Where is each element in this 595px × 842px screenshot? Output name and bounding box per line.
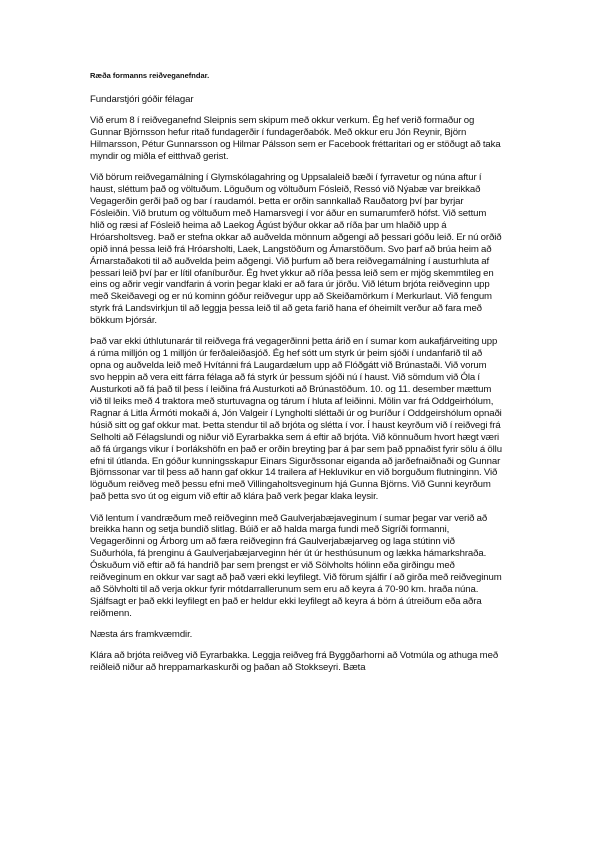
document-heading: Ræða formanns reiðveganefndar. xyxy=(90,71,210,80)
funding-paragraph: Það var ekki úthlutunarár til reiðvega frá vegagerðinni þetta árið en í sumar kom aukafjárveiting upp á rúma milljón og 1 milljón úr ferðaleiðasjóð. Ég hef sótt um styrk úr þeim sjóði í undanfarið til að opna og auðvelda leið með Hvítánni frá Laugardælum upp að Flóðgátt við Brúnastaði. Við vorum svo heppin að vera eitt fárra félaga að fá styrk úr þessum sjóði nú í haust. Við sömdum við Óla í Austurkoti að fá það til þess í leiðina frá Austurkoti að Brúnastöðum. 10. og 11. desember mættum við til leiks með 4 traktora með sturtuvagna og tárum í hluta af leiðinni. Mölin var frá Oddgeirhólum, Ragnar á Litla Ármóti mokaði á, Jón Valgeir í Lyngholti sléttaði úr og Þuríður í Oddgeirshólum opnaði húsið sitt og gaf okkur mat. Þetta stendur til að brjóta og slétta í vor. Í haust keyrðum við í reiðvegi frá Selholti að Félagslundi og niður við Eyrarbakka sem á eftir að brjóta. Við könnuðum hvort hægt væri að fá úrgangs vikur í Þorlákshöfn en það er orðin breyting þar á þar sem það ppnaðist fyrir sölu á öllu efni til útlanda. En góður kunningsskapur Einars Sigurðssonar eiganda að jarðefnaiðnaði og Gunnar Björnssonar var til þess að hann gaf okkur 14 trailera af Hekluvikur en við borguðum flutninginn. Við löguðum reiðveg með þessu efni með Villingaholtsveginum hjá Gunna Björns. Við Gunni keyrðum það þetta svo út og eigum við eftir að klára það verk þegar klaka leysir. xyxy=(90,336,502,503)
next-year-heading: Næsta árs framkvæmdir. xyxy=(90,629,193,641)
next-year-paragraph: Klára að brjóta reiðveg við Eyrarbakka. Leggja reiðveg frá Byggðarhorni að Votmúla og athuga með reiðleið niður að hreppamarkaskurði og þaðan að Stokkseyri. Bæta xyxy=(90,650,499,674)
document-body xyxy=(90,94,502,684)
committee-paragraph: Við erum 8 í reiðveganefnd Sleipnis sem skipum með okkur verkum. Ég hef verið formaður og Gunnar Björnsson hefur ritað fundagerðir í fundagerðabók. Með okkur eru Jón Reynir, Björn Hilmarsson, Pétur Gunnarsson og Hilmar Pálsson sem er Facebook fréttaritari og er stöðugt að taka myndir og miðla ef eitthvað gerist. xyxy=(90,115,501,163)
trails-work-paragraph: Við börum reiðvegamálning í Glymskólagahring og Uppsalaleið bæði í fyrravetur og núna aftur í haust, sléttum það og völtuðum. Löguðum og völtuðum Fósleið, Ressó við Nýabæ var breikkað Vegagerðin gerði það og bar í raudamól. Þetta er orðin sannkallað Rauðatorg því þar byrjar Fósleiðin. Við brutum og völtuðum með Hamarsvegi í vor áður en sumarumferð hófst. Við settum hlið og ræsi af Fósleið heima að Laekog Ágúst býður okkar að ríða þar um hlaðið upp á Hróarsholtsveg. Það er stefna okkar að auðvelda mönnum aðgengi að þessari góðu leið. Er nú orðið opið inná þessa leið frá Hróarsholti, Laek, Langstöðum og Ámarstöðum. Svo þarf að brúa heim að Árnarstaðakoti til að auðvelda þeim aðgengi. Við þurfum að bera reiðvegamálning í austurhluta af þessari leið því þar er lítil ofaníburður. Ég hvet ykkur að ríða þessa leið sem er mjög skemmtileg en eins og aðrir vegir vandfarin á vorin þegar klaki er að fara úr jörðu. Við létum brjóta reiðveginn upp með Skeiðavegi og er nú kominn góður reiðvegur upp að Skeiðamörkum í Merkurlaut. Við fengum styrk frá Landsvirkjun til að leggja þessa leið til að geta farið hana ef óheimilt verður að fara með bökkum Þjórsár. xyxy=(90,172,502,327)
gaulverjabaer-paragraph: Við lentum í vandræðum með reiðveginn með Gaulverjabæjaveginum í sumar þegar var verið að breikka hann og setja bundið slitlag. Búið er að halda marga fundi með Sigríði formanni, Vegagerðinni og Árborg um að færa reiðveginn frá Gaulverjabæjarveg og laga stútinn við Suðurhóla, fá þrenginu á Gaulverjabæjarveginn hér út úr hesthúsunum og lækka hámarkshraða. Óskuðum við eftir að fá handrið þar sem þrengst er við Sölvholts hólinn eða girðingu með reiðveginum en okkur var sagt að það væri ekki leyfilegt. Við förum sjálfir í að girða með reiðveginum að Sölvholti til að verja okkur fyrir mótdarrallerunum sem eru að keyra á 70-90 km. hraða núna. Sjálfsagt er það ekki leyfilegt en það er heldur ekki leyfilegt að keyra á börn á útreiðum eða aðra reiðmenn. xyxy=(90,512,502,619)
greeting-paragraph: Fundarstjóri góðir félagar xyxy=(90,94,194,105)
